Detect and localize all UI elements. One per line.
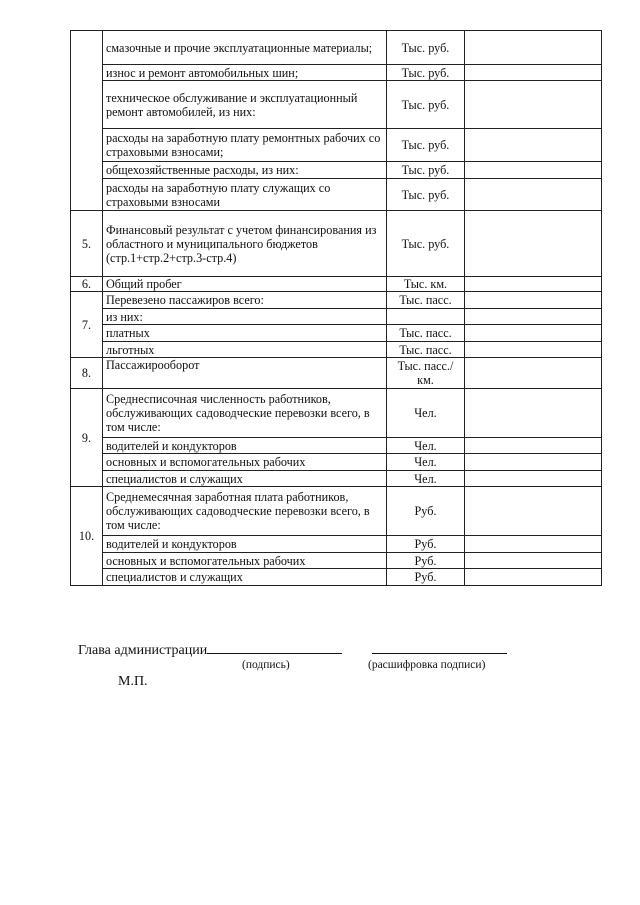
row-unit: Тыс. руб.: [387, 211, 465, 277]
row-number: [71, 31, 103, 211]
row-unit: Тыс. км.: [387, 277, 465, 292]
row-number: 8.: [71, 358, 103, 389]
row-value[interactable]: [465, 162, 602, 179]
signature-caption: (подпись): [242, 659, 290, 671]
row-description: платных: [103, 325, 387, 342]
row-unit: Чел.: [387, 438, 465, 454]
table-row: [71, 454, 602, 471]
row-value[interactable]: [465, 438, 602, 454]
row-value[interactable]: [465, 389, 602, 438]
row-value[interactable]: [465, 454, 602, 471]
table-row: [71, 31, 602, 65]
row-unit: Чел.: [387, 389, 465, 438]
head-of-administration-label: Глава администрации: [78, 643, 208, 658]
stamp-place-label: М.П.: [118, 674, 148, 689]
table-row: [71, 65, 602, 81]
row-unit: Чел.: [387, 471, 465, 487]
row-value[interactable]: [465, 471, 602, 487]
table-row: [71, 569, 602, 586]
row-value[interactable]: [465, 211, 602, 277]
row-description: Общий пробег: [103, 277, 387, 292]
row-value[interactable]: [465, 31, 602, 65]
row-value[interactable]: [465, 81, 602, 129]
table-row: [71, 162, 602, 179]
table-row: [71, 471, 602, 487]
row-value[interactable]: [465, 65, 602, 81]
row-number: 6.: [71, 277, 103, 292]
row-number: 5.: [71, 211, 103, 277]
row-unit: Руб.: [387, 553, 465, 569]
row-description: Среднесписочная численность работников, обслуживающих садоводческие перевозки всего, в том числе:: [103, 389, 387, 438]
row-unit: Тыс. руб.: [387, 179, 465, 211]
row-unit: Тыс. руб.: [387, 65, 465, 81]
table-row: [71, 553, 602, 569]
table-row: [71, 389, 602, 438]
table-row: [71, 342, 602, 358]
row-value[interactable]: [465, 569, 602, 586]
row-unit: [387, 309, 465, 325]
row-value[interactable]: [465, 277, 602, 292]
row-unit: Тыс. руб.: [387, 162, 465, 179]
table-row: [71, 179, 602, 211]
row-value[interactable]: [465, 325, 602, 342]
row-value[interactable]: [465, 342, 602, 358]
table-row: [71, 277, 602, 292]
signature-decoding-line[interactable]: [372, 641, 507, 654]
row-description: смазочные и прочие эксплуатационные материалы;: [103, 31, 387, 65]
row-unit: Тыс. пасс.: [387, 325, 465, 342]
table-row: [71, 438, 602, 454]
table-row: [71, 81, 602, 129]
row-value[interactable]: [465, 179, 602, 211]
row-description: из них:: [103, 309, 387, 325]
row-number: 10.: [71, 487, 103, 586]
table-row: [71, 211, 602, 277]
row-unit: Руб.: [387, 569, 465, 586]
row-unit: Чел.: [387, 454, 465, 471]
row-value[interactable]: [465, 536, 602, 553]
row-unit: Тыс. пасс./км.: [387, 358, 465, 389]
row-description: основных и вспомогательных рабочих: [103, 553, 387, 569]
table-row: [71, 325, 602, 342]
row-description: Среднемесячная заработная плата работников, обслуживающих садоводческие перевозки всего, в том числе:: [103, 487, 387, 536]
signature-block: [78, 641, 507, 659]
table-row: [71, 129, 602, 162]
row-number: 9.: [71, 389, 103, 487]
report-table: [70, 30, 602, 586]
signature-line[interactable]: [207, 641, 342, 654]
row-unit: Тыс. руб.: [387, 31, 465, 65]
row-description: основных и вспомогательных рабочих: [103, 454, 387, 471]
signature-decoding-caption: (расшифровка подписи): [368, 659, 486, 671]
row-unit: Тыс. пасс.: [387, 292, 465, 309]
row-description: водителей и кондукторов: [103, 438, 387, 454]
row-description: расходы на заработную плату служащих со страховыми взносами: [103, 179, 387, 211]
row-value[interactable]: [465, 358, 602, 389]
row-description: льготных: [103, 342, 387, 358]
row-description: износ и ремонт автомобильных шин;: [103, 65, 387, 81]
row-unit: Руб.: [387, 487, 465, 536]
table-row: [71, 292, 602, 309]
row-description: Финансовый результат с учетом финансирования из областного и муниципального бюджетов (стр.1+стр.2+стр.3-стр.4): [103, 211, 387, 277]
row-description: общехозяйственные расходы, из них:: [103, 162, 387, 179]
row-description: специалистов и служащих: [103, 569, 387, 586]
row-unit: Тыс. пасс.: [387, 342, 465, 358]
row-value[interactable]: [465, 292, 602, 309]
row-number: 7.: [71, 292, 103, 358]
row-description: Пассажирооборот: [103, 358, 387, 389]
row-value[interactable]: [465, 553, 602, 569]
row-description: Перевезено пассажиров всего:: [103, 292, 387, 309]
row-description: расходы на заработную плату ремонтных рабочих со страховыми взносами;: [103, 129, 387, 162]
row-value[interactable]: [465, 129, 602, 162]
row-value[interactable]: [465, 487, 602, 536]
row-value[interactable]: [465, 309, 602, 325]
table-row: [71, 358, 602, 389]
table-row: [71, 487, 602, 536]
table-row: [71, 536, 602, 553]
row-unit: Тыс. руб.: [387, 129, 465, 162]
table-row: [71, 309, 602, 325]
row-unit: Тыс. руб.: [387, 81, 465, 129]
row-unit: Руб.: [387, 536, 465, 553]
row-description: техническое обслуживание и эксплуатационный ремонт автомобилей, из них:: [103, 81, 387, 129]
row-description: специалистов и служащих: [103, 471, 387, 487]
row-description: водителей и кондукторов: [103, 536, 387, 553]
